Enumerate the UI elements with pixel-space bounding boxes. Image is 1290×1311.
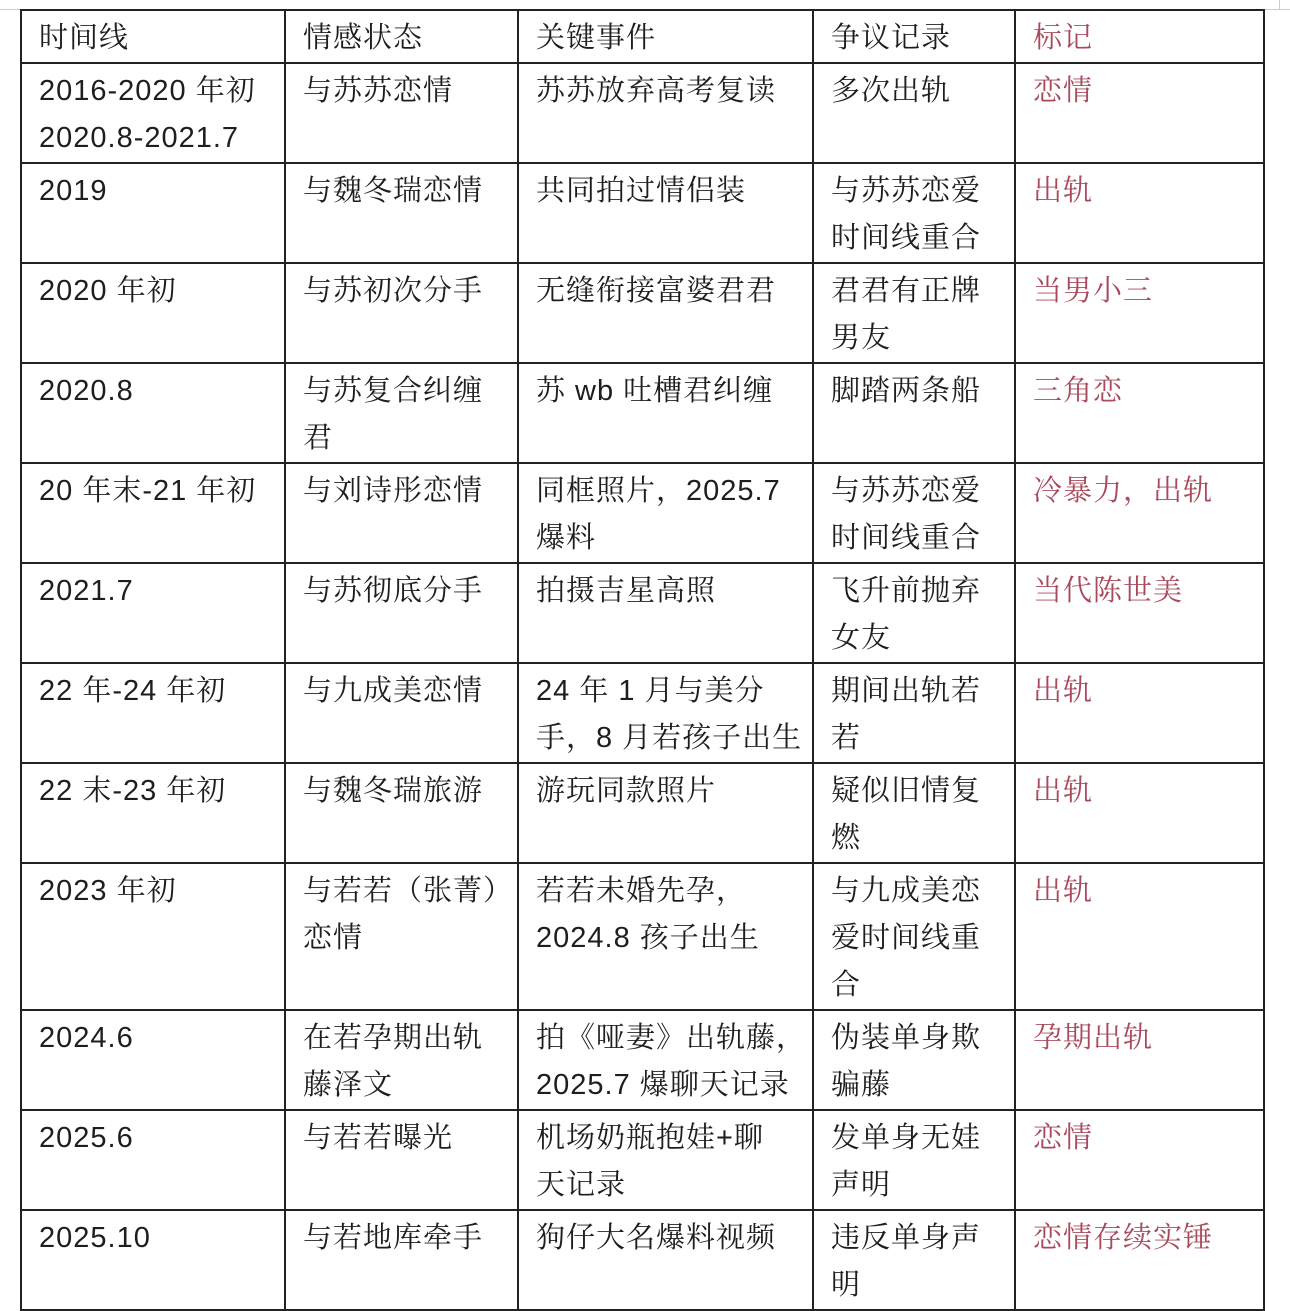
table-row xyxy=(21,1210,1264,1310)
key-event-cell: 共同拍过情侣装 xyxy=(518,163,813,263)
tag-cell: 出轨 xyxy=(1015,763,1264,863)
table-row xyxy=(21,763,1264,863)
header-key-event: 关键事件 xyxy=(518,10,813,63)
timeline-cell: 2020.8 xyxy=(21,363,285,463)
tag-cell: 冷暴力，出轨 xyxy=(1015,463,1264,563)
header-emotional-status: 情感状态 xyxy=(285,10,518,63)
tag-cell: 恋情 xyxy=(1015,63,1264,163)
table-row xyxy=(21,1010,1264,1110)
key-event-cell: 拍摄吉星高照 xyxy=(518,563,813,663)
key-event-cell: 狗仔大名爆料视频 xyxy=(518,1210,813,1310)
timeline-cell: 2025.6 xyxy=(21,1110,285,1210)
table-row xyxy=(21,463,1264,563)
table-row xyxy=(21,1110,1264,1210)
key-event-cell: 24 年 1 月与美分 手，8 月若孩子出生 xyxy=(518,663,813,763)
key-event-cell: 苏 wb 吐槽君纠缠 xyxy=(518,363,813,463)
controversy-cell: 与苏苏恋爱 时间线重合 xyxy=(813,463,1015,563)
controversy-cell: 与苏苏恋爱 时间线重合 xyxy=(813,163,1015,263)
table-row xyxy=(21,63,1264,163)
key-event-cell: 若若未婚先孕， 2024.8 孩子出生 xyxy=(518,863,813,1010)
timeline-cell: 2025.10 xyxy=(21,1210,285,1310)
header-tag: 标记 xyxy=(1015,10,1264,63)
tag-cell: 恋情存续实锤 xyxy=(1015,1210,1264,1310)
header-controversy: 争议记录 xyxy=(813,10,1015,63)
emotional-status-cell: 与苏初次分手 xyxy=(285,263,518,363)
controversy-cell: 脚踏两条船 xyxy=(813,363,1015,463)
timeline-cell: 20 年末-21 年初 xyxy=(21,463,285,563)
tag-cell: 三角恋 xyxy=(1015,363,1264,463)
key-event-cell: 无缝衔接富婆君君 xyxy=(518,263,813,363)
key-event-cell: 游玩同款照片 xyxy=(518,763,813,863)
key-event-cell: 机场奶瓶抱娃+聊 天记录 xyxy=(518,1110,813,1210)
emotional-status-cell: 与若若曝光 xyxy=(285,1110,518,1210)
tag-cell: 当男小三 xyxy=(1015,263,1264,363)
table-row xyxy=(21,163,1264,263)
controversy-cell: 多次出轨 xyxy=(813,63,1015,163)
table-row xyxy=(21,863,1264,1010)
controversy-cell: 发单身无娃 声明 xyxy=(813,1110,1015,1210)
header-row xyxy=(21,10,1264,63)
timeline-cell: 22 年-24 年初 xyxy=(21,663,285,763)
key-event-cell: 苏苏放弃高考复读 xyxy=(518,63,813,163)
tag-cell: 出轨 xyxy=(1015,863,1264,1010)
tag-cell: 恋情 xyxy=(1015,1110,1264,1210)
page-edge-rule xyxy=(1279,0,1280,10)
timeline-cell: 2024.6 xyxy=(21,1010,285,1110)
emotional-status-cell: 与苏苏恋情 xyxy=(285,63,518,163)
emotional-status-cell: 与九成美恋情 xyxy=(285,663,518,763)
tag-cell: 出轨 xyxy=(1015,663,1264,763)
header-timeline: 时间线 xyxy=(21,10,285,63)
emotional-status-cell: 与若若（张菁） 恋情 xyxy=(285,863,518,1010)
emotional-status-cell: 与魏冬瑞恋情 xyxy=(285,163,518,263)
emotional-status-cell: 与若地库牵手 xyxy=(285,1210,518,1310)
emotional-status-cell: 与苏复合纠缠 君 xyxy=(285,363,518,463)
table-row xyxy=(21,363,1264,463)
controversy-cell: 君君有正牌 男友 xyxy=(813,263,1015,363)
tag-cell: 孕期出轨 xyxy=(1015,1010,1264,1110)
table-row xyxy=(21,563,1264,663)
controversy-cell: 疑似旧情复 燃 xyxy=(813,763,1015,863)
relationship-timeline-table xyxy=(20,9,1265,1311)
timeline-cell: 2023 年初 xyxy=(21,863,285,1010)
timeline-cell: 2016-2020 年初 2020.8-2021.7 xyxy=(21,63,285,163)
controversy-cell: 期间出轨若 若 xyxy=(813,663,1015,763)
controversy-cell: 与九成美恋 爱时间线重 合 xyxy=(813,863,1015,1010)
controversy-cell: 飞升前抛弃 女友 xyxy=(813,563,1015,663)
emotional-status-cell: 与刘诗彤恋情 xyxy=(285,463,518,563)
tag-cell: 当代陈世美 xyxy=(1015,563,1264,663)
emotional-status-cell: 与苏彻底分手 xyxy=(285,563,518,663)
key-event-cell: 同框照片，2025.7 爆料 xyxy=(518,463,813,563)
key-event-cell: 拍《哑妻》出轨藤， 2025.7 爆聊天记录 xyxy=(518,1010,813,1110)
timeline-cell: 2020 年初 xyxy=(21,263,285,363)
timeline-cell: 2019 xyxy=(21,163,285,263)
emotional-status-cell: 与魏冬瑞旅游 xyxy=(285,763,518,863)
timeline-cell: 2021.7 xyxy=(21,563,285,663)
tag-cell: 出轨 xyxy=(1015,163,1264,263)
controversy-cell: 违反单身声 明 xyxy=(813,1210,1015,1310)
table-row xyxy=(21,663,1264,763)
timeline-cell: 22 末-23 年初 xyxy=(21,763,285,863)
emotional-status-cell: 在若孕期出轨 藤泽文 xyxy=(285,1010,518,1110)
controversy-cell: 伪装单身欺 骗藤 xyxy=(813,1010,1015,1110)
table-row xyxy=(21,263,1264,363)
